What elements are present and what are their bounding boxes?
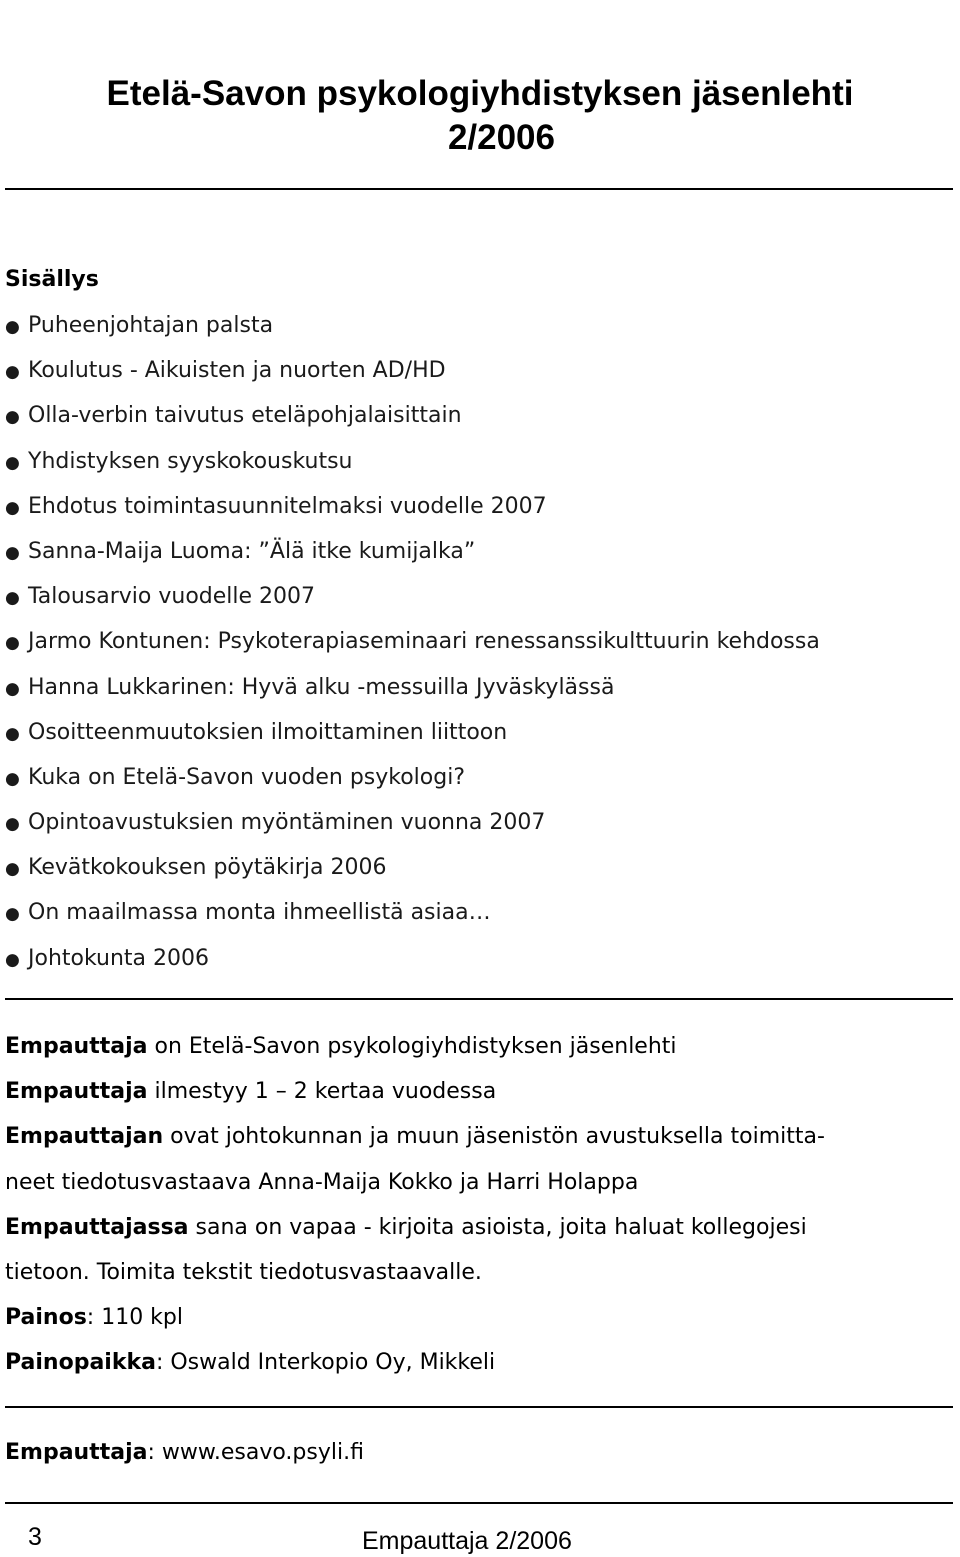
- list-item: [5, 710, 820, 755]
- page-number: 3: [28, 1523, 42, 1551]
- list-item-text: Kuka on Etelä-Savon vuoden psykologi?: [28, 764, 466, 790]
- list-item: [5, 529, 820, 574]
- list-item: [5, 755, 820, 800]
- bullet-icon: ●: [5, 452, 20, 473]
- list-item-text: Puheenjohtajan palsta: [28, 313, 274, 338]
- list-item: [5, 936, 820, 981]
- bullet-icon: ●: [5, 768, 20, 789]
- list-item-text: Kevätkokouksen pöytäkirja 2006: [28, 855, 387, 881]
- bullet-icon: ●: [5, 904, 20, 925]
- website-label: Empauttaja: [5, 1440, 148, 1465]
- contents-heading: Sisällys: [5, 267, 99, 292]
- top-divider: [5, 188, 953, 190]
- colophon-line: [5, 1250, 950, 1295]
- list-item: [5, 890, 820, 935]
- bullet-icon: ●: [5, 949, 20, 970]
- colophon-line: [5, 1114, 950, 1159]
- bullet-icon: ●: [5, 678, 20, 699]
- colophon-line: [5, 1160, 950, 1205]
- footer-issue: Empauttaja 2/2006: [362, 1527, 572, 1555]
- bullet-icon: ●: [5, 633, 20, 654]
- list-item-text: On maailmassa monta ihmeellistä asiaa…: [28, 900, 491, 926]
- colophon-term: Empauttaja: [5, 1079, 148, 1105]
- list-item-text: Sanna-Maija Luoma: ”Älä itke kumijalka”: [28, 538, 476, 564]
- print-run-label: Painos: [5, 1305, 87, 1331]
- bullet-icon: ●: [5, 859, 20, 880]
- list-item-text: Jarmo Kontunen: Psykoterapiaseminaari renessanssikulttuurin kehdossa: [28, 629, 820, 655]
- list-item-text: Koulutus - Aikuisten ja nuorten AD/HD: [28, 358, 446, 384]
- list-item-text: Olla-verbin taivutus eteläpohjalaisittain: [28, 403, 462, 429]
- lower-divider: [5, 1406, 953, 1408]
- list-item-text: Yhdistyksen syyskokouskutsu: [28, 448, 353, 474]
- colophon-line: [5, 1024, 950, 1069]
- list-item-text: Ehdotus toimintasuunnitelmaksi vuodelle 2007: [28, 493, 547, 519]
- list-item: [5, 303, 820, 348]
- list-item: [5, 393, 820, 438]
- website-line: [5, 1430, 364, 1475]
- colophon-text: sana on vapaa - kirjoita asioista, joita haluat kollegojesi: [188, 1214, 807, 1240]
- bullet-icon: ●: [5, 814, 20, 835]
- middle-divider: [5, 998, 953, 1000]
- list-item: [5, 348, 820, 393]
- bullet-icon: ●: [5, 497, 20, 518]
- colophon-term: Empauttajassa: [5, 1214, 189, 1240]
- list-item-text: Hanna Lukkarinen: Hyvä alku -messuilla Jyväskylässä: [28, 674, 615, 700]
- contents-list: [5, 303, 820, 981]
- bullet-icon: ●: [5, 362, 20, 383]
- colophon: [5, 1024, 950, 1386]
- colophon-text: ilmestyy 1 – 2 kertaa vuodessa: [147, 1079, 497, 1105]
- list-item-text: Opintoavustuksien myöntäminen vuonna 2007: [28, 810, 546, 836]
- colophon-line: [5, 1069, 950, 1114]
- colophon-line: [5, 1205, 950, 1250]
- colophon-term: Empauttajan: [5, 1124, 164, 1150]
- colophon-text: ovat johtokunnan ja muun jäsenistön avustuksella toimitta-: [163, 1124, 825, 1150]
- list-item-text: Talousarvio vuodelle 2007: [28, 584, 316, 610]
- list-item: [5, 665, 820, 710]
- bullet-icon: ●: [5, 542, 20, 563]
- list-item: [5, 619, 820, 664]
- bullet-icon: ●: [5, 317, 20, 337]
- colophon-text: tietoon. Toimita tekstit tiedotusvastaavalle.: [5, 1259, 482, 1285]
- list-item: [5, 800, 820, 845]
- list-item: [5, 439, 820, 484]
- website-url: : www.esavo.psyli.fi: [147, 1440, 364, 1465]
- print-run: [5, 1295, 950, 1340]
- list-item-text: Osoitteenmuutoksien ilmoittaminen liittoon: [28, 719, 508, 745]
- issue-number: 2/2006: [447, 118, 555, 157]
- colophon-text: on Etelä-Savon psykologiyhdistyksen jäsenlehti: [147, 1034, 677, 1059]
- bullet-icon: ●: [5, 407, 20, 428]
- print-run-value: : 110 kpl: [86, 1305, 184, 1331]
- printer: [5, 1340, 950, 1385]
- footer-divider: [5, 1502, 953, 1504]
- list-item-text: Johtokunta 2006: [28, 945, 210, 971]
- list-item: [5, 845, 820, 890]
- colophon-text: neet tiedotusvastaava Anna-Maija Kokko ja Harri Holappa: [5, 1169, 639, 1195]
- colophon-term: Empauttaja: [5, 1034, 148, 1059]
- bullet-icon: ●: [5, 588, 20, 609]
- magazine-title: Etelä-Savon psykologiyhdistyksen jäsenlehti: [106, 74, 854, 113]
- list-item: [5, 484, 820, 529]
- bullet-icon: ●: [5, 723, 20, 744]
- printer-value: : Oswald Interkopio Oy, Mikkeli: [155, 1350, 496, 1376]
- printer-label: Painopaikka: [5, 1350, 156, 1376]
- list-item: [5, 574, 820, 619]
